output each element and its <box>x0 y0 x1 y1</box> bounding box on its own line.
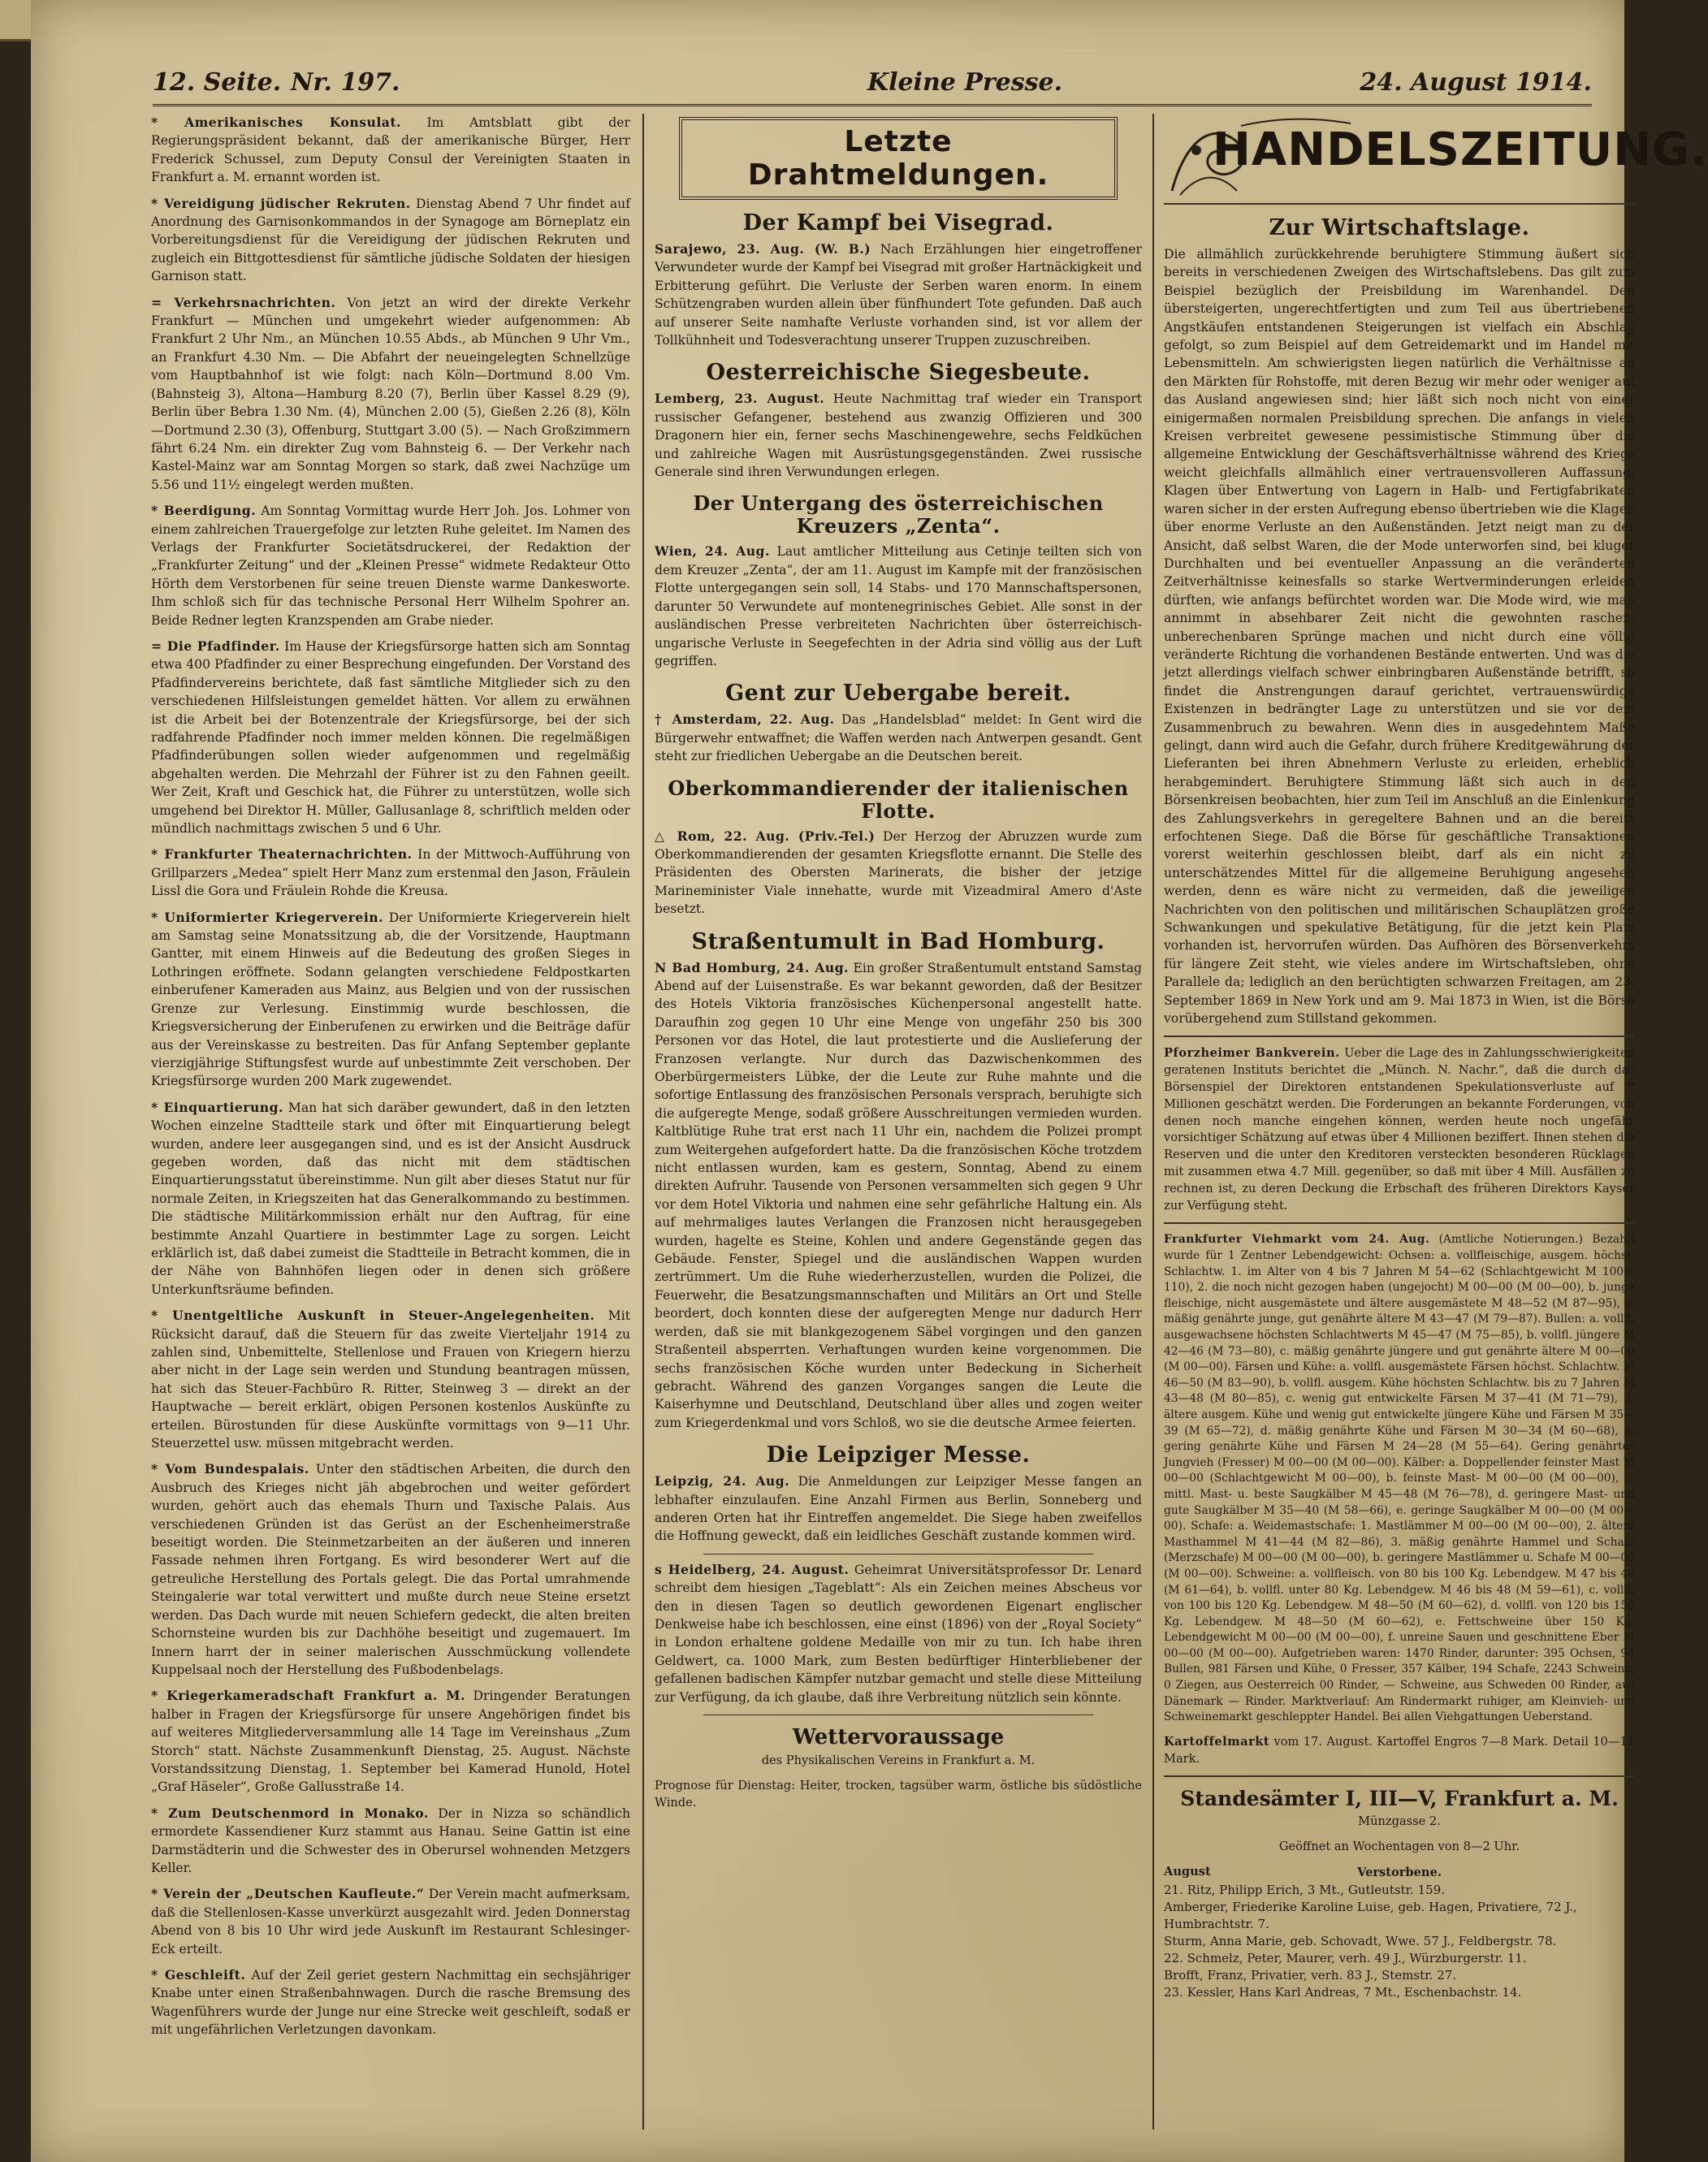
local-news-lead: * Beerdigung. <box>151 503 257 519</box>
page-header <box>153 63 1592 106</box>
cattle-market-article <box>1164 1232 1635 1725</box>
telegram-text: Geheimrat Universitätsprofessor Dr. Lenard schreibt dem hiesigen „Tageblatt“: Als ein Zeichen meines Abscheus vor den in diesen Tagen so deutlich gewordenen Eigenart englischer Denkweise habe ich beschlossen, eine einst (1896) von der „Royal Society“ in London erhaltene goldene Medaille von mir zu tun. Ich habe ihren Geldwert, ca. 1000 Mark, zum Besten bedürftiger Hinterbliebener der gefallenen badischen Kämpfer nutzbar gemacht und stelle diese Mitteilung zur Verfügung, da ich glaube, daß ihre Verbreitung nützlich sein könnte. <box>655 1562 1142 1705</box>
local-news-text: Unter den städtischen Arbeiten, die durch den Ausbruch des Krieges nicht jäh abgebrochen und weiter gefördert wurden, gehört auch das ehemals Thurn und Taxische Palais. Aus verschiedenen Gründen ist das Gerüst an der Eschenheimerstraße beseitigt worden. Die Steinmetzarbeiten an der äußeren und inneren Fassade nehmen ihren Fortgang. Es wird besonderer Wert auf die getreuliche Herstellung des Portals gelegt. Die das Portal umrahmende Steingalerie war total verwittert und mußte durch neue Steine ersetzt werden. Das Dach wurde mit neuen Schiefern gedeckt, die alten breiten Schornsteine wurden bis zur Dachhöhe beseitigt und zugemauert. Im Innern harrt der in seiner malerischen Ausschmückung vollendete Kuppelsaal noch der Herstellung des Fußbodenbelags. <box>151 1462 630 1677</box>
local-news-item <box>151 195 630 286</box>
local-news-text: Man hat sich daräber gewundert, daß in den letzten Wochen einzelne Stadtteile stark und öfter mit Einquartierung belegt wurden, andere leer ausgegangen sind, und es ist der Ansicht Ausdruck gegeben worden, daß das nicht mit dem städtischen Einquartierungsstatut übereinstimme. Nun gilt aber dieses Statut nur für normale Zeiten, in Kriegszeiten hat das Generalkommando zu bestimmen. Die städtische Militärkommission erhält nur den Auftrag, für eine bestimmte Anzahl Quartiere in bestimmter Lage zu sorgen. Leicht erklärlich ist, daß dabei zumeist die Stadtteile in Betracht kommen, die in der Nähe von Bahnhöfen liegen oder in denen sich größere Unterkunftsräume befinden. <box>151 1100 630 1297</box>
telegram-text: Die Anmeldungen zur Leipziger Messe fangen an lebhafter einzulaufen. Eine Anzahl Firmen aus Berlin, Sonneberg und anderen Orten hat ihr Eintreffen angemeldet. Die Siege haben zweifellos die Hoffnung geweckt, daß ein leidliches Geschäft zustande kommen wird. <box>655 1474 1142 1544</box>
telegram-dateline: N Bad Homburg, 24. Aug. <box>655 959 850 975</box>
telegram-item <box>655 240 1142 349</box>
divider <box>1164 1222 1635 1224</box>
column-commerce <box>1164 114 1708 2146</box>
telegram-heading: Der Kampf bei Visegrad. <box>742 210 1054 236</box>
paper-title: Kleine Presse. <box>867 68 1063 97</box>
local-news-list <box>151 114 630 2039</box>
telegram-item <box>655 711 1142 765</box>
local-news-lead: = Die Pfadfinder. <box>151 638 280 654</box>
registry-list <box>1164 1882 1635 2001</box>
registry-entry: 22. Schmelz, Peter, Maurer, verh. 49 J., Würzburgerstr. 11. <box>1164 1950 1527 1965</box>
local-news-lead: * Zum Deutschenmord in Monako. <box>151 1805 429 1821</box>
telegram-dateline: Wien, 24. Aug. <box>655 543 770 560</box>
handelszeitung-masthead <box>1164 114 1708 205</box>
telegram-item <box>655 1472 1142 1546</box>
local-news-item <box>151 1099 630 1299</box>
local-news-text: Am Sonntag Vormittag wurde Herr Joh. Jos. Lohmer von einem zahlreichen Trauergefolge zur letzten Ruhe geleitet. Im Namen des Verlags der Frankfurter Societätsdruckerei, der Redaktion der „Frankfurter Zeitung“ und der „Kleinen Presse“ widmete Redakteur Otto Hörth dem Verstorbenen für seine treuen Dienste warme Dankesworte. Ihm schloß sich für das technische Personal Herr Wilhelm Spohrer an. Beide Redner legten Kranzspenden am Grabe nieder. <box>151 504 630 628</box>
local-news-lead: * Uniformierter Kriegerverein. <box>151 909 384 925</box>
local-news-lead: * Geschleift. <box>151 1967 246 1983</box>
economy-heading: Zur Wirtschaftslage. <box>1269 215 1530 240</box>
local-news-lead: * Vereidigung jüdischer Rekruten. <box>151 195 411 211</box>
local-news-item <box>151 502 630 629</box>
registry-entry: 23. Kessler, Hans Karl Andreas, 7 Mt., Eschenbachstr. 14. <box>1164 1984 1522 2000</box>
telegram-dateline: Sarajewo, 23. Aug. (W. B.) <box>655 241 871 257</box>
local-news-text: Dienstag Abend 7 Uhr findet auf Anordnung des Garnisonkommandos in der Synagoge am Börneplatz ein Vorbereitungsdienst für die Vereidigung der jüdischen Rekruten und zugleich ein Bittgottesdienst für sämtliche jüdische Soldaten der hiesigen Garnison statt. <box>151 196 630 284</box>
local-news-lead: * Einquartierung. <box>151 1099 283 1115</box>
registry-entry: Brofft, Franz, Privatier, verh. 83 J., Stemstr. 27. <box>1164 1967 1457 1983</box>
potato-market-lead: Kartoffelmarkt <box>1164 1734 1270 1749</box>
divider <box>703 1714 1093 1715</box>
telegram-text: Heute Nachmittag traf wieder ein Transport russischer Gefangener, bestehend aus zwanzig Offizieren und 300 Dragonern hier ein, ferner sechs Maschinengewehre, sechs Feldküchen und zahlreiche Wagen mit Ausrüstungsgegenständen. Zwei russische Generale sind ihren Verwundungen erlegen. <box>655 391 1142 480</box>
local-news-lead: = Verkehrsnachrichten. <box>151 294 336 310</box>
local-news-lead: * Kriegerkameradschaft Frankfurt a. M. <box>151 1688 465 1704</box>
telegram-heading: Straßentumult in Bad Homburg. <box>691 928 1105 954</box>
registry-hours: Geöffnet an Wochentagen von 8—2 Uhr. <box>1278 1840 1520 1854</box>
pforzheim-lead: Pforzheimer Bankverein. <box>1164 1046 1340 1061</box>
local-news-text: In der Mittwoch-Aufführung von Grillparzers „Medea“ spielt Herr Manz zum erstenmal den Jason, Fräulein Lissl die Gora und Fräulein Rohde die Kreusa. <box>151 847 630 899</box>
column-rule-1 <box>642 114 644 2130</box>
telegram-heading: Oesterreichische Siegesbeute. <box>706 360 1091 386</box>
potato-market-article <box>1164 1734 1635 1768</box>
registry-month: August <box>1164 1865 1211 1879</box>
registry-entry: Sturm, Anna Marie, geb. Schovadt, Wwe. 57 J., Feldbergstr. 78. <box>1164 1933 1557 1948</box>
telegram-item <box>655 828 1142 919</box>
local-news-lead: * Frankfurter Theaternachrichten. <box>151 846 413 863</box>
registry-entry: 21. Ritz, Philipp Erich, 3 Mt., Gutleutstr. 159. <box>1164 1882 1446 1897</box>
issue-number: Nr. 197. <box>291 68 400 97</box>
economy-article: Die allmählich zurückkehrende beruhigtere Stimmung äußert sich bereits in verschiedenen Zweigen des Wirtschaftslebens. Das gilt zum Beispiel bezüglich der Preisbildung im Warenhandel. Den übersteigerten, ungerechtfertigten und zum Teil aus übertriebenen Angstkäufen entstandenen Steigerungen ist vielfach ein Abschlag gefolgt, so zum Beispiel auf dem Getreidemarkt und im Handel mit Lebensmitteln. Am schwierigsten liegen natürlich die Verhältnisse an den Märkten für Rohstoffe, mit deren Bezug wir mehr oder weniger auf das Ausland angewiesen sind; hier läßt sich noch nicht von einer einigermaßen normalen Preisbildung sprechen. Die anfangs in vielen Kreisen verbreitet gewesene pessimistische Stimmung über die allgemeine Entwicklung der Geschäftsverhältnisse während des Kriegs weicht gleichfalls allmählich einer vertrauensvolleren Auffassung. Klagen über Entwertung von Lagern in Halb- und Fertigfabrikaten waren sicher in der ersten Aufregung ebenso übertrieben wie die Klagen über enorme Verluste an den Außenständen. Jetzt neigt man zu der Ansicht, daß selbst Waren, die der Mode unterworfen sind, bei kluger Durchhalten und bei eventueller Anpassung an die veränderten Zeitverhältnisse keinesfalls so starke Wertverminderungen erleiden dürften, wie anfangs befürchtet worden war. Die Mode wird, wie man annimmt in absehbarer Zeit nicht die gewohnten raschen, unberechenbaren Sprünge machen und nicht durch eine völlig veränderte Richtung die vorhandenen Bestände entwerten. Und was die jetzt allerdings vielfach schwer einbringbaren Außenstände betrifft, so findet die Anstrengungen darauf gerichtet, vertrauenswürdige Existenzen in bedrängter Lage zu unterstützen und sie vor dem Zusammenbruch zu bewahren. Wenn dies in ausgedehntem Maße gelingt, dann wird auch die Gefahr, durch frühere Kreditgewährung der Lieferanten bei ihren Abnehmern Verluste zu erleiden, erheblich herabgemindert. Beruhigtere Stimmung läßt sich auch in den Börsenkreisen beobachten, hier zum Teil im Anschluß an die Einlenkung des Zahlungsverkehrs in geregeltere Bahnen und an die bereits erfochtenen Siege. Daß die Börse für geschäftliche Transaktionen vorerst weiterhin geschlossen bleibt, darf als ein nicht zu unterschätzendes Mittel für die allgemeine Beruhigung angesehen werden, denn es wäre nicht zu vermeiden, daß die jeweiligen Nachrichten von den politischen und militärischen Schauplätzen große Schwankungen und spekulative Betätigung, für die jetzt kein Platz vorhanden ist, hervorrufen würden. Das Aufhören des Börsenverkehrs für längere Zeit steht, wie vieles andere im Wirtschaftsleben, ohne Parallele da; lediglich an den berüchtigten schwarzen Freitagen, am 23. September 1869 in New York und am 9. Mai 1873 in Wien, ist die Börse vorübergehend zum Stillstand gekommen. <box>1164 247 1635 1027</box>
telegram-text: Ein großer Straßentumult entstand Samstag Abend auf der Luisenstraße. Es war bekannt geworden, daß der Besitzer des Hotels Viktoria französisches Küchenpersonal angestellt hatte. Daraufhin zog gegen 10 Uhr eine Menge von ungefähr 250 bis 300 Personen vor das Hotel, die laut protestierte und die Auslieferung der Franzosen verlangte. Nur durch das Dazwischenkommen des Oberbürgermeisters Lübke, der die Leute zur Ruhe mahnte und die sofortige Entlassung des französischen Personals versprach, beruhigte sich die aufgeregte Menge, sodaß größere Ausschreitungen vermieden wurden. Kaltblütige Ruhe trat erst nach 11 Uhr ein, nachdem die Polizei prompt zum Weitergehen aufgefordert hatte. Da die französischen Köche trotzdem nicht entlassen wurden, kam es gestern, Sonntag, Abend zu einem direkten Aufruhr. Tausende von Personen versammelten sich gegen 9 Uhr vor dem Hotel Viktoria und nahmen eine sehr gefährliche Haltung ein. Als auf mehrmaliges lautes Verlangen die Franzosen nicht herausgegeben wurden, hagelte es Steine, Kohlen und andere Gegenstände gegen das Gebäude. Fenster, Spiegel und die ausländischen Wappen wurden zertrümmert. Um die Ruhe wiederherzustellen, wurden die Polizei, die Feuerwehr, die Besatzungsmannschaften und Militärs an Ort und Stelle beordert, doch konnten diese der aufgeregten Menge nur dadurch Herr werden, daß sie mit blankgezogenem Säbel vorgingen und den ganzen Straßenteil absperrten. Verhaftungen wurden keine vorgenommen. Die sechs französischen Köche wurden unter Bedeckung in Sicherheit gebracht. Während des ganzen Vorganges sangen die Leute die Kaiserhymne und Deutschland, Deutschland über alles und zogen weiter zum Kriegerdenkmal und vors Schloß, wo sie die deutsche Armee feierten. <box>655 960 1142 1430</box>
telegram-dateline: Lemberg, 23. August. <box>655 391 825 407</box>
local-news-text: Von jetzt an wird der direkte Verkehr Frankfurt — München und umgekehrt wieder aufgenommen: Ab Frankfurt 2 Uhr Nm., an München 10.55 Abds., ab München 9 Uhr Vm., an Frankfurt 4.30 Nm. — Die Abfahrt der neueingelegten Schnellzüge vom Hauptbahnhof ist wie folgt: nach Köln—Dortmund 8.00 Vm. (Bahnsteig 3), Altona—Hamburg 8.20 (7), Berlin über Kassel 8.29 (9), Berlin über Bebra 1.30 Nm. (4), München 2.00 (5), Gießen 2.26 (8), Köln—Dortmund 2.30 (3), Offenburg, Stuttgart 3.00 (5). — Nach Großzimmern fährt 6.24 Nm. ein direkter Zug vom Bahnsteig 6. — Der Verkehr nach Kastel-Mainz war am Sonntag Morgen so stark, daß zwei Nachzüge um 5.56 und 11½ eingelegt werden mußten. <box>151 295 630 492</box>
pforzheim-text: Ueber die Lage des in Zahlungsschwierigkeiten geratenen Instituts berichtet die „Münch. N. Nachr.“, daß die durch das Börsenspiel der Direktoren entstandenen Spekulationsverluste auf 8 Millionen geschätzt werden. Die Forderungen an bekannte Forderungen, von denen noch manche eingehen können, werden heute noch ungefähr vorsichtiger Schätzung auf etwas über 4 Millionen beziffert. Ihnen stehen die Reserven und die unter den Kreditoren versteckten besonderen Rücklagen mit zusammen etwa 4.7 Mill. gegenüber, so daß mit über 4 Mill. Ausfällen zu rechnen ist, zu deren Deckung die Erbschaft des früheren Direktors Kayser zur Verfügung steht. <box>1164 1046 1636 1213</box>
registry-entry: Amberger, Friederike Karoline Luise, geb. Hagen, Privatiere, 72 J., Humbrachtstr. 7. <box>1164 1899 1577 1931</box>
local-news-item <box>151 1805 630 1878</box>
telegram-heading: Die Leipziger Messe. <box>766 1442 1031 1468</box>
weather-forecast: Prognose für Dienstag: Heiter, trocken, tagsüber warm, östliche bis südöstliche Winde. <box>655 1778 1142 1810</box>
telegram-heading: Oberkommandierender der italienischen Flotte. <box>668 776 1129 823</box>
local-news-lead: * Vom Bundespalais. <box>151 1461 309 1477</box>
telegram-list <box>655 211 1142 1706</box>
newspaper-page <box>31 0 1708 2162</box>
telegram-item <box>655 1561 1142 1706</box>
cattle-market-lead: Frankfurter Viehmarkt vom 24. Aug. <box>1164 1233 1430 1247</box>
local-news-item <box>151 638 630 837</box>
local-news-text: Mit Rücksicht darauf, daß die Steuern für das zweite Vierteljahr 1914 zu zahlen sind, Unbemittelte, Stellenlose und Frauen von Kriegern hierzu aber nicht in der Lage sein werden und Stundung beantragen müssen, hat sich das Steuer-Fachbüro R. Ritter, Steinweg 3 — direkt an der Hauptwache — bereit erklärt, obigen Personen kostenlos Auskünfte zu erteilen. Bürostunden für diese Auskünfte vormittags von 9—11 Uhr. Steuerzettel usw. müssen mitgebracht werden. <box>151 1308 630 1451</box>
handelszeitung-title: HANDELSZEITUNG. <box>1213 123 1708 176</box>
telegram-item <box>655 959 1142 1433</box>
local-news-item <box>151 909 630 1091</box>
telegram-item <box>655 390 1142 481</box>
local-news-text: Der Uniformierte Kriegerverein hielt am Samstag seine Monatssitzung ab, die der Vorsitzende, Hauptmann Gantter, mit einem Hinweis auf die Bedeutung des großen Sieges in Lothringen eröffnete. Sodann gelangten verschiedene Feldpostkarten einberufener Kameraden aus Mainz, aus Belgien und von der russischen Grenze zur Verlesung. Einstimmig wurde beschlossen, die Kriegsversicherung der Einberufenen zu erwirken und die Beiträge dafür aus der Vereinskasse zu bestreiten. Das für Anfang September geplante vierzigjährige Stiftungsfest wurde auf unbestimmte Zeit verschoben. Der Kriegsfürsorge wurden 200 Mark zugewendet. <box>151 910 631 1089</box>
page-label: 12. Seite. <box>153 68 282 97</box>
local-news-text: Dringender Beratungen halber in Fragen der Kriegsfürsorge für unsere Angehörigen findet bis auf weiteres Mitgliederversammlung alle 14 Tage im Vereinshaus „Zum Storch“ statt. Nächste Zusammenkunft Dienstag, 25. August. Nächste Vorstandssitzung Dienstag, 1. September bei Kamerad Hunold, Hotel „Graf Häseler“, Große Gallusstraße 14. <box>151 1689 630 1795</box>
local-news-item <box>151 1966 630 2039</box>
telegram-text: Das „Handelsblad“ meldet: In Gent wird die Bürgerwehr entwaffnet; die Waffen werden nach Antwerpen gesandt. Gent steht zur friedlichen Uebergabe an die Deutschen bereit. <box>655 712 1142 764</box>
registry-address: Münzgasse 2. <box>1358 1814 1441 1829</box>
local-news-item <box>151 1687 630 1796</box>
telegram-dateline: s Heidelberg, 24. August. <box>655 1561 850 1577</box>
local-news-text: Im Amtsblatt gibt der Regierungspräsident bekannt, daß der amerikanische Bürger, Herr Frederick Schussel, zum Deputy Consul der Vereinigten Staaten in Frankfurt a. M. ernannt worden ist. <box>151 115 630 185</box>
weather-heading: Wettervoraussage <box>792 1725 1005 1749</box>
column-telegrams <box>655 114 1142 2146</box>
telegram-text: Laut amtlicher Mitteilung aus Cetinje teilten sich von dem Kreuzer „Zenta“, der am 11. August im Kampfe mit der französischen Flotte untergegangen sein soll, 14 Stabs- und 170 Mannschaftspersonen, darunter 50 Verwundete auf montenegrinisches Gebiet. Alle sonst in der ausländischen Presse verbreiteten Nachrichten über österreichisch-ungarische Verluste in Seegefechten in der Adria sind völlig aus der Luft gegriffen. <box>655 544 1142 668</box>
telegram-item <box>655 543 1142 670</box>
local-news-lead: * Unentgeltliche Auskunft in Steuer-Angelegenheiten. <box>151 1308 595 1324</box>
telegram-heading: Der Untergang des österreichischen Kreuzers „Zenta“. <box>693 491 1104 538</box>
issue-date: 24. August 1914. <box>1360 68 1592 97</box>
registry-subheading: Verstorbene. <box>1357 1865 1442 1879</box>
divider <box>1164 1036 1635 1037</box>
local-news-text: Auf der Zeil geriet gestern Nachmittag ein sechsjähriger Knabe unter einen Straßenbahnwagen. Durch die rasche Bremsung des Wagenführers wurde der Junge nur eine Strecke weit geschleift, sodaß er mit ungefährlichen Verletzungen davonkam. <box>151 1968 630 2038</box>
column-rule-2 <box>1152 114 1154 2130</box>
telegram-text: Nach Erzählungen hier eingetroffener Verwundeter wurde der Kampf bei Visegrad mit großer Hartnäckigkeit und Erbitterung geführt. Die Verluste der Serben waren enorm. In einem Schützengraben wurden allein über fünfhundert Tote gefunden. Daß auch auf unserer Seite namhafte Verluste vorhanden sind, ist vor allem der Tollkühnheit und Todesverachtung unserer Truppen zuzuschreiben. <box>655 242 1142 348</box>
column-local-news <box>151 114 630 2146</box>
local-news-text: Im Hause der Kriegsfürsorge hatten sich am Sonntag etwa 400 Pfadfinder zu einer Besprechung eingefunden. Der Vorstand des Pfadfindervereins berichtete, daß fast sämtliche Mitglieder sich zu den verschiedenen Hilfsleistungen gemeldet hätten. Vor allem zu erwähnen ist die Arbeit bei der Botenzentrale der Kriegsfürsorge, bei der sich radfahrende Pfadfinder noch immer melden können. Die regelmäßigen Pfadfinderübungen sollen wieder aufgenommen und regelmäßig abgehalten werden. Die Mehrzahl der Führer ist zu den Fahnen geeilt. Wer Zeit, Kraft und Geschick hat, die Führer zu unterstützen, wolle sich umgehend bei Direktor H. Müller, Gallusanlage 8, schriftlich melden oder mündlich nachmittags zwischen 5 und 6 Uhr. <box>151 638 630 837</box>
telegrams-title: Letzte Drahtmeldungen. <box>679 117 1118 200</box>
divider <box>1164 1775 1635 1777</box>
telegram-heading: Gent zur Uebergabe bereit. <box>725 681 1071 707</box>
local-news-lead: * Amerikanisches Konsulat. <box>151 115 401 130</box>
local-news-text: Der in Nizza so schändlich ermordete Kassendiener Kurz stammt aus Hanau. Seine Gattin ist eine Darmstädterin und die Schwester des in Oberursel wohnenden Metzgers Keller. <box>151 1805 630 1875</box>
local-news-item <box>151 114 630 187</box>
pforzheim-article <box>1164 1045 1635 1214</box>
potato-market-text: vom 17. August. Kartoffel Engros 7—8 Mark. Detail 10—11 Mark. <box>1164 1734 1635 1766</box>
telegram-text: Der Herzog der Abruzzen wurde zum Oberkommandierenden der gesamten Kriegsflotte ernannt. Die Stelle des Präsidenten des Obersten Marinerats, die bisher der jetzige Marineminister Viale innehatte, wurde mit Vizeadmiral Amero d'Aste besetzt. <box>655 828 1142 917</box>
telegram-dateline: △ Rom, 22. Aug. (Priv.-Tel.) <box>655 828 876 844</box>
local-news-item <box>151 294 630 494</box>
telegram-dateline: Leipzig, 24. Aug. <box>655 1473 790 1490</box>
cattle-market-text: (Amtliche Notierungen.) Bezahlt wurde für 1 Zentner Lebendgewicht: Ochsen: a. vollfleischige, ausgem. höchst. Schlachtw. 1. im Alter von 4 bis 7 Jahren M 54—62 (Schlachtgewicht M 100—110), 2. die noch nicht gezogen haben (ungejocht) M 00—00 (M 00—00), b. junge fleischige, nicht ausgemästete und ältere ausgemästete M 48—52 (M 87—95), c. mäßig genährte junge, gut genährte ältere M 43—47 (M 79—87). Bullen: a. vollfl. ausgewachsene höchsten Schlachtwerts M 45—47 (M 75—85), b. vollfl. jüngere M 42—46 (M 73—80), c. mäßig genährte jüngere und gut genährte ältere M 00—00 (M 00—00). Färsen und Kühe: a. vollfl. ausgemästete Färsen höchst. Schlachtw. M 46—50 (M 83—90), b. vollfl. ausgem. Kühe höchsten Schlachtw. bis zu 7 Jahren M 43—48 (M 80—85), c. wenig gut entwickelte Färsen M 37—41 (M 71—79), 2. ältere ausgem. Kühe und wenig gut entwickelte jüngere Kühe und Färsen M 35—39 (M 65—72), d. mäßig genährte Kühe und Färsen M 30—34 (M 60—68), e. gering genährte Kühe und Färsen M 24—28 (M 55—64). Gering genährtes Jungvieh (Fresser) M 00—00 (M 00—00). Kälber: a. Doppellender feinster Mast M 00—00 (Schlachtgewicht M 00—00), b. feinste Mast- M 00—00 (M 00—00), c. mittl. Mast- u. beste Saugkälber M 45—48 (M 76—78), d. geringere Mast- und gute Saugkälber M 35—40 (M 58—66), e. geringe Saugkälber M 00—00 (M 00—00). Schafe: a. Weidemastschafe: 1. Mastlämmer M 00—00 (M 00—00), 2. ältere Masthammel M 41—44 (M 82—86), 3. mäßig genährte Hammel und Schafe (Merzschafe) M 00—00 (M 00—00), b. geringere Mastlämmer u. Schafe M 00—00 (M 00—00). Schweine: a. vollfleisch. von 80 bis 100 Kg. Lebendgew. M 47 bis 48 (M 61—64), b. vollfl. unter 80 Kg. Lebendgew. M 46 bis 48 (M 59—61), c. vollfl. von 100 bis 120 Kg. Lebendgew. M 48—50 (M 60—62), d. vollfl. von 120 bis 150 Kg. Lebendgew. M 48—50 (M 60—62), e. Fettschweine über 150 Kg. Lebendgewicht M 00—00 (M 00—00), f. unreine Sauen und geschnittene Eber M 00—00 (M 00—00). Aufgetrieben waren: 1470 Rinder, darunter: 395 Ochsen, 94 Bullen, 981 Färsen und Kühe, 0 Fresser, 357 Kälber, 194 Schafe, 2243 Schweine, 0 Ziegen, aus Oesterreich 00 Rinder, — Schweine, aus Schweden 00 Rinder, aus Dänemark — Rinder. Marktverlauf: Am Rindermarkt ruhiger, am Kleinvieh- und Schweinemarkt geschleppter Handel. Bei allen Viehgattungen Ueberstand. <box>1164 1233 1636 1724</box>
registry-heading: Standesämter I, III—V, Frankfurt a. M. <box>1180 1787 1619 1811</box>
weather-source: des Physikalischen Vereins in Frankfurt a. M. <box>761 1753 1036 1767</box>
local-news-item <box>151 845 630 900</box>
local-news-item <box>151 1460 630 1679</box>
telegram-dateline: † Amsterdam, 22. Aug. <box>655 711 835 728</box>
local-news-item <box>151 1307 630 1452</box>
local-news-lead: * Verein der „Deutschen Kaufleute.“ <box>151 1886 425 1902</box>
local-news-text: Der Verein macht aufmerksam, daß die Stellenlosen-Kasse unverkürzt ausgezahlt wird. Jeden Donnerstag Abend von 8 bis 10 Uhr wird jede Auskunft im Restaurant Schlesinger-Eck erteilt. <box>151 1887 630 1957</box>
local-news-item <box>151 1885 630 1958</box>
